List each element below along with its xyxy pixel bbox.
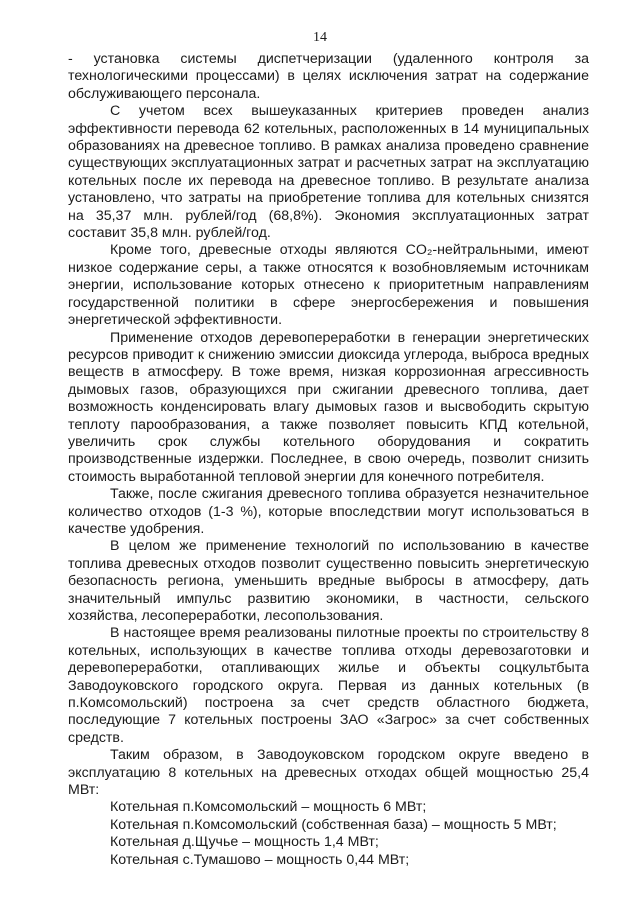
- list-item: Котельная с.Тумашово – мощность 0,44 МВт;: [110, 851, 410, 868]
- document-body: [68, 51, 589, 869]
- paragraph-pilot-projects: В настоящее время реализованы пилотные проекты по строительству 8 котельных, использующих в качестве топлива отходы деревозаготовки и деревопереработки, отапливающих жилье и объекты соцкультбыта Заводоуковского городского округа. Первая из данных котельных (в п.Комсомольский) построена за счет средств областного бюджета, последующие 7 котельных построены ЗАО «Загрос» за счет собственных средств.: [68, 625, 589, 746]
- paragraph-efficiency-analysis: С учетом всех вышеуказанных критериев проведен анализ эффективности перевода 62 котельных, расположенных в 14 муниципальных образованиях на древесное топливо. В рамках анализа проведено сравнение существующих эксплуатационных затрат и расчетных затрат на эксплуатацию котельных после их перевода на древесное топливо. В результате анализа установлено, что затраты на приобретение топлива для котельных снизятся на 35,37 млн. рублей/год (68,8%). Экономия эксплуатационных затрат составит 35,8 млн. рублей/год.: [68, 103, 589, 242]
- page-number: 14: [313, 30, 327, 45]
- list-item: Котельная п.Комсомольский – мощность 6 МВт;: [110, 799, 427, 816]
- list-item: Котельная д.Щучье – мощность 1,4 МВт;: [110, 834, 379, 851]
- paragraph-emissions-reduction: Применение отходов деревопереработки в генерации энергетических ресурсов приводит к снижению эмиссии диоксида углерода, выброса вредных веществ в атмосферу. В тоже время, низкая коррозионная агрессивность дымовых газов, образующихся при сжигании древесного топлива, дает возможность конденсировать влагу дымовых газов и высвободить скрытую теплоту парообразования, а также позволяет повысить КПД котельной, увеличить срок службы котельного оборудования и сократить производственные издержки. Последнее, в свою очередь, позволит снизить стоимость выработанной тепловой энергии для конечного потребителя.: [68, 329, 589, 485]
- paragraph-ash-fertilizer: Также, после сжигания древесного топлива образуется незначительное количество отходов (1-3 %), которые впоследствии могут использоваться в качестве удобрения.: [68, 486, 589, 537]
- paragraph-dispatch-system: - установка системы диспетчеризации (удаленного контроля за технологическими процессами) в целях исключения затрат на содержание обслуживающего персонала.: [68, 51, 589, 102]
- paragraph-energy-security: В целом же применение технологий по использованию в качестве топлива древесных отходов позволит существенно повысить энергетическую безопасность региона, уменьшить вредные выбросы в атмосферу, дать значительный импульс развитию экономики, в частности, сельского хозяйства, лесопереработки, лесопользования.: [68, 538, 589, 624]
- list-item: Котельная п.Комсомольский (собственная база) – мощность 5 МВт;: [110, 816, 557, 833]
- paragraph-total-capacity: Таким образом, в Заводоуковском городском округе введено в эксплуатацию 8 котельных на древесных отходах общей мощностью 25,4 МВт:: [68, 747, 589, 799]
- paragraph-co2-neutral: Кроме того, древесные отходы являются CO₂-нейтральными, имеют низкое содержание серы, а также относятся к возобновляемым источникам энергии, использование которых отнесено к приоритетным направлениям государственной политики в сфере энергосбережения и повышения энергетической эффективности.: [68, 242, 589, 329]
- boiler-list: [68, 799, 589, 869]
